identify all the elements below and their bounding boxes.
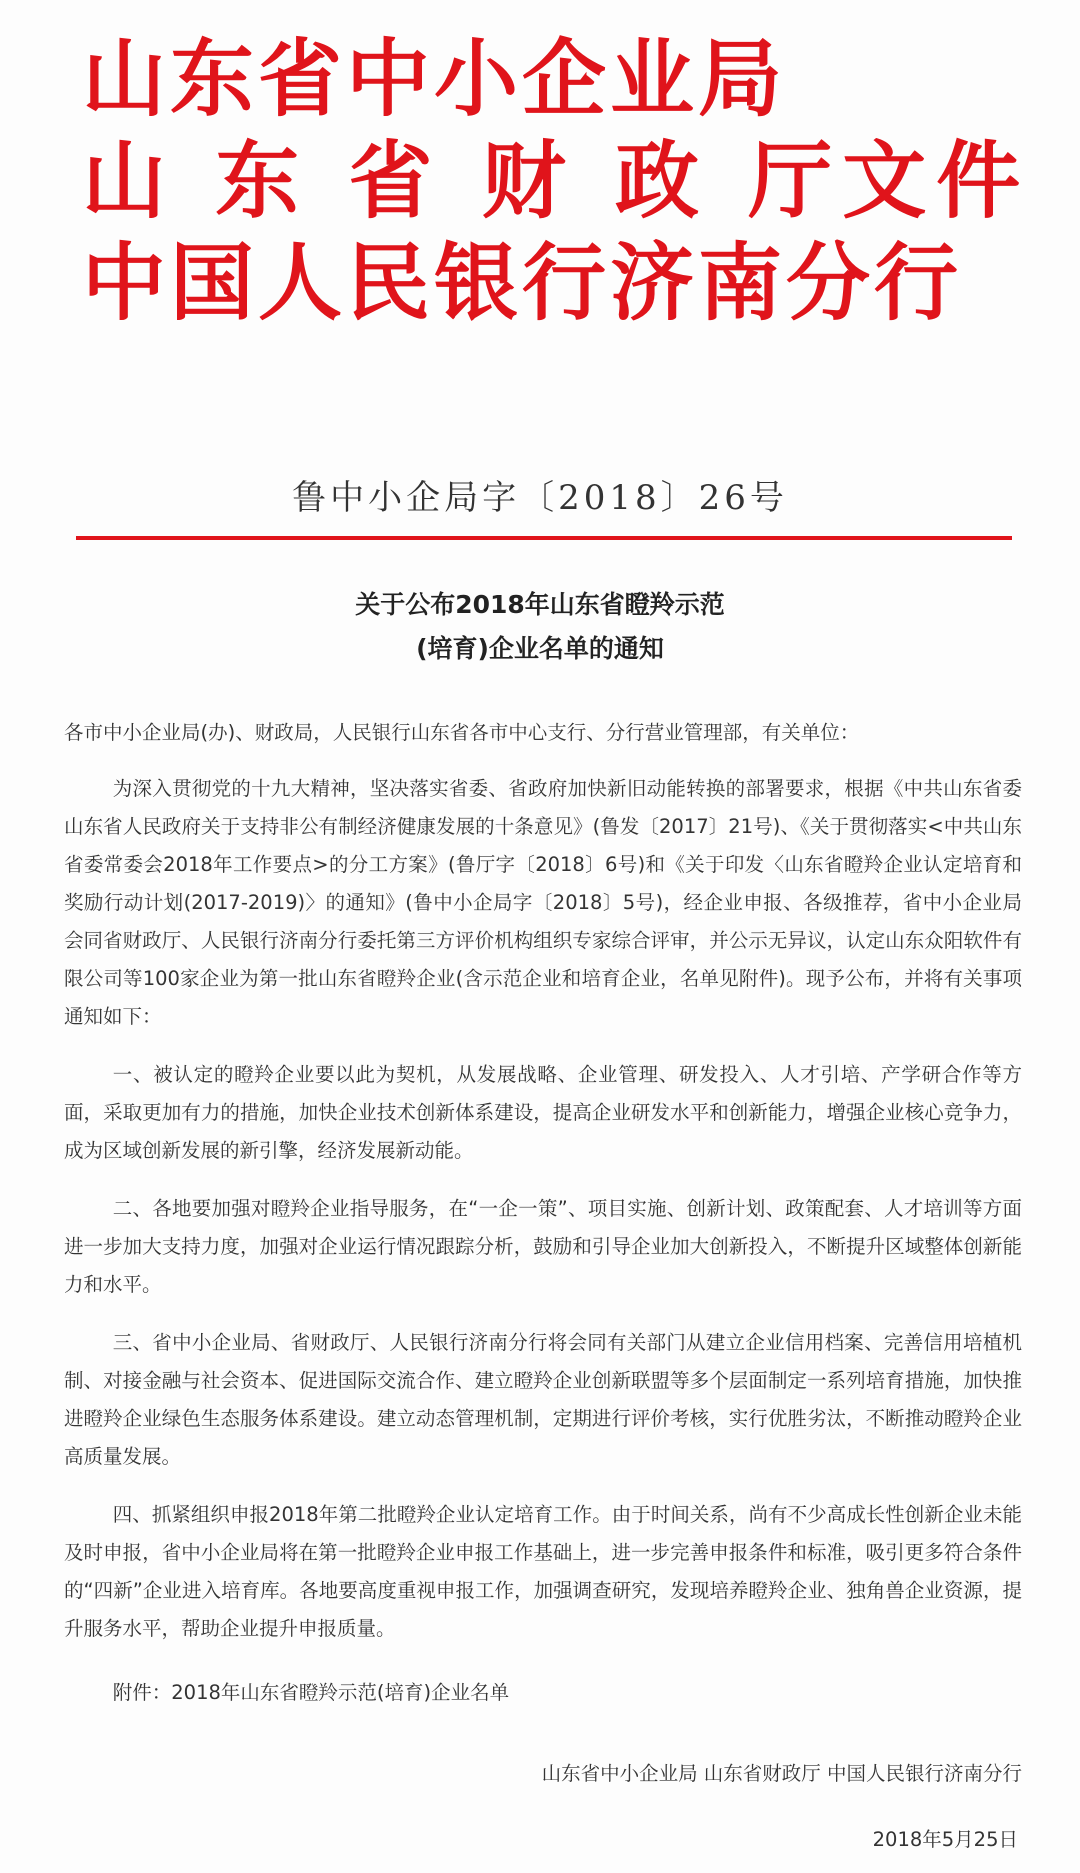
header-agency-finance-dept: 山 东 省 财 政 厅文件 — [82, 132, 1031, 230]
paragraph-item-4: 四、抓紧组织申报2018年第二批瞪羚企业认定培育工作。由于时间关系，尚有不少高成长性创新企业未能及时申报，省中小企业局将在第一批瞪羚企业申报工作基础上，进一步完善申报条件和标准，吸引更多符合条件的“四新”企业进入培育库。各地要高度重视申报工作，加强调查研究，发现培养瞪羚企业、独角兽企业资源，提升服务水平，帮助企业提升申报质量。 — [64, 1503, 1022, 1640]
document-number: 鲁中小企局字〔2018〕26号 — [292, 478, 788, 518]
attachment-note: 附件：2018年山东省瞪羚示范(培育)企业名单 — [112, 1681, 510, 1704]
title-line-2: (培育)企业名单的通知 — [416, 634, 664, 663]
header-agency-sme-bureau: 山东省中小企业局 — [82, 30, 787, 128]
header-agency-pboc-jinan: 中国人民银行济南分行 — [82, 234, 963, 332]
document-title — [0, 583, 1080, 671]
title-line-1: 关于公布2018年山东省瞪羚示范 — [355, 590, 725, 619]
red-separator-line — [76, 536, 1012, 540]
paragraph-item-3: 三、省中小企业局、省财政厅、人民银行济南分行将会同有关部门从建立企业信用档案、完善信用培植机制、对接金融与社会资本、促进国际交流合作、建立瞪羚企业创新联盟等多个层面制定一系列培育措施，加快推进瞪羚企业绿色生态服务体系建设。建立动态管理机制，定期进行评价考核，实行优胜劣汰，不断推动瞪羚企业高质量发展。 — [64, 1331, 1022, 1468]
salutation: 各市中小企业局(办)、财政局，人民银行山东省各市中心支行、分行营业管理部，有关单位： — [64, 721, 860, 744]
paragraph-item-2: 二、各地要加强对瞪羚企业指导服务，在“一企一策”、项目实施、创新计划、政策配套、人才培训等方面进一步加大支持力度，加强对企业运行情况跟踪分析，鼓励和引导企业加大创新投入，不断提升区域整体创新能力和水平。 — [64, 1197, 1022, 1296]
signing-agencies: 山东省中小企业局 山东省财政厅 中国人民银行济南分行 — [541, 1762, 1022, 1785]
issuing-agencies-header — [82, 28, 1042, 334]
paragraph-item-1: 一、被认定的瞪羚企业要以此为契机，从发展战略、企业管理、研发投入、人才引培、产学研合作等方面，采取更加有力的措施，加快企业技术创新体系建设，提高企业研发水平和创新能力，增强企业核心竞争力，成为区域创新发展的新引擎，经济发展新动能。 — [64, 1063, 1022, 1162]
document-body — [64, 714, 1022, 1712]
paragraph-intro: 为深入贯彻党的十九大精神，坚决落实省委、省政府加快新旧动能转换的部署要求，根据《中共山东省委 山东省人民政府关于支持非公有制经济健康发展的十条意见》(鲁发〔2017〕21号)、《关于贯彻落实<中共山东省委常委会2018年工作要点>的分工方案》(鲁厅字〔2018〕6号)和《关于印发〈山东省瞪羚企业认定培育和奖励行动计划(2017-2019)〉的通知》(鲁中小企局字〔2018〕5号)，经企业申报、各级推荐，省中小企业局会同省财政厅、人民银行济南分行委托第三方评价机构组织专家综合评审，并公示无异议，认定山东众阳软件有限公司等100家企业为第一批山东省瞪羚企业(含示范企业和培育企业，名单见附件)。现予公布，并将有关事项通知如下： — [64, 777, 1022, 1028]
issue-date: 2018年5月25日 — [872, 1828, 1018, 1851]
